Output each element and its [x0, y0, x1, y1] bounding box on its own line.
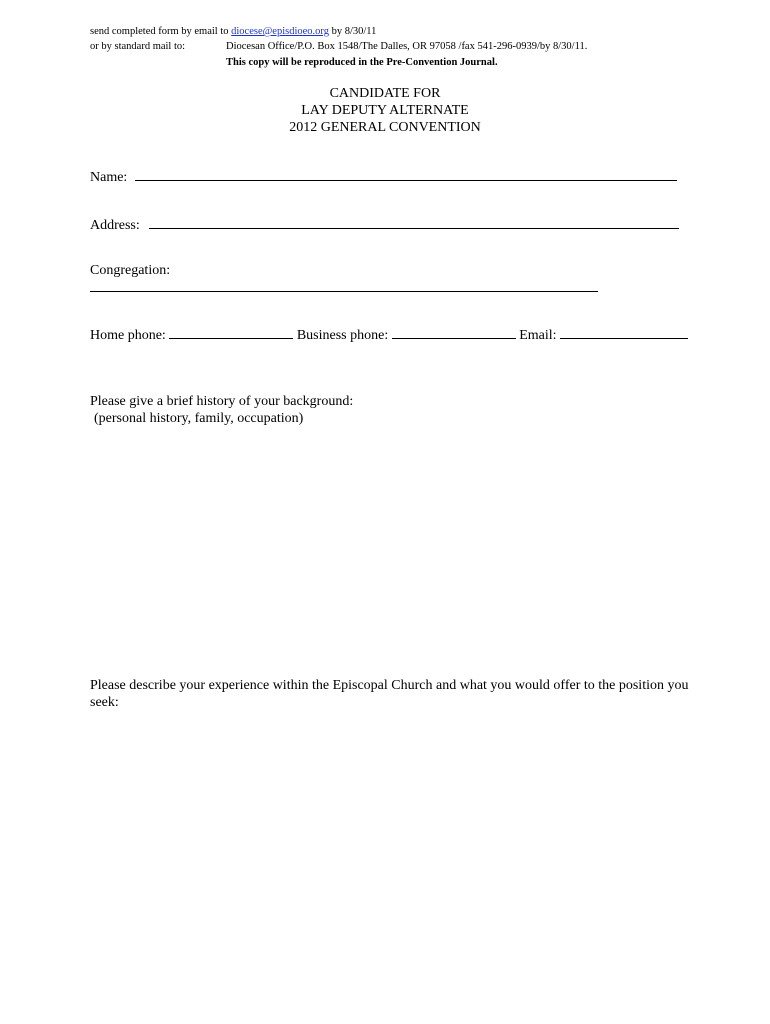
mail-instruction-label: or by standard mail to: — [90, 41, 186, 52]
address-blank[interactable] — [149, 216, 679, 229]
reproduction-note: This copy will be reproduced in the Pre-Convention Journal. — [226, 57, 498, 68]
congregation-label: Congregation: — [90, 263, 171, 278]
contact-row — [90, 326, 688, 344]
email-blank[interactable] — [560, 326, 688, 339]
congregation-blank[interactable] — [90, 291, 598, 292]
home-phone-blank[interactable] — [169, 326, 293, 339]
business-phone-blank[interactable] — [392, 326, 516, 339]
email-label: Email: — [519, 328, 557, 343]
email-instruction-suffix: by 8/30/11 — [331, 26, 377, 37]
experience-question-continued: seek: — [90, 695, 119, 710]
form-title-line2: LAY DEPUTY ALTERNATE — [301, 103, 469, 118]
name-row — [90, 168, 677, 186]
name-label: Name: — [90, 170, 128, 185]
name-blank[interactable] — [135, 168, 677, 181]
email-instruction-prefix: send completed form by email to — [90, 26, 229, 37]
email-instruction — [90, 26, 376, 37]
address-label: Address: — [90, 218, 140, 233]
form-title-line1: CANDIDATE FOR — [329, 86, 441, 101]
background-hint: (personal history, family, occupation) — [94, 411, 304, 426]
business-phone-label: Business phone: — [296, 328, 389, 343]
mail-instruction-address: Diocesan Office/P.O. Box 1548/The Dalles, OR 97058 /fax 541-296-0939/by 8/30/11. — [226, 41, 588, 52]
form-title-line3: 2012 GENERAL CONVENTION — [289, 120, 481, 135]
diocese-email-link[interactable]: diocese@episdioeo.org — [231, 26, 329, 37]
address-row — [90, 216, 679, 234]
experience-question: Please describe your experience within the Episcopal Church and what you would offer to the position you — [90, 678, 689, 693]
background-question: Please give a brief history of your background: — [90, 394, 354, 409]
home-phone-label: Home phone: — [90, 328, 166, 343]
